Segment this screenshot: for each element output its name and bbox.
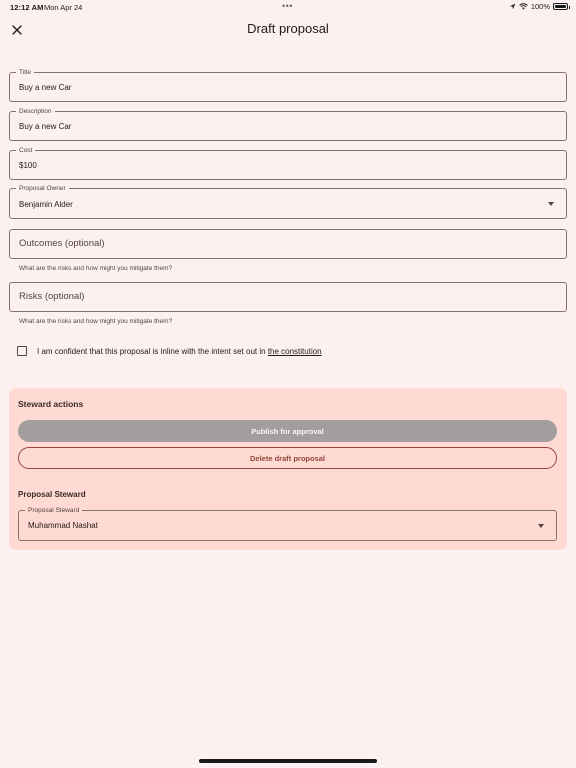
outcomes-placeholder: Outcomes (optional) — [19, 238, 105, 249]
publish-for-approval-button[interactable]: Publish for approval — [18, 420, 557, 442]
risks-helper-text: What are the risks and how might you mitigate them? — [19, 318, 173, 325]
description-field[interactable] — [9, 108, 567, 141]
cost-field-label: Cost — [16, 146, 35, 155]
status-date: Mon Apr 24 — [44, 3, 83, 12]
proposal-owner-label: Proposal Owner — [16, 184, 69, 193]
title-field-label: Title — [16, 68, 34, 77]
status-right — [509, 2, 568, 11]
home-indicator[interactable] — [199, 759, 377, 763]
multitasking-dots[interactable]: ••• — [282, 1, 293, 11]
confirmation-row — [17, 346, 322, 356]
battery-icon — [553, 3, 568, 10]
confirmation-checkbox[interactable] — [17, 346, 27, 356]
title-field-value: Buy a new Car — [19, 83, 72, 92]
wifi-icon — [519, 3, 528, 10]
proposal-steward-dropdown[interactable] — [18, 507, 557, 541]
risks-placeholder: Risks (optional) — [19, 291, 85, 302]
outcomes-field[interactable] — [9, 229, 567, 259]
dropdown-arrow-icon — [548, 202, 554, 206]
description-field-value: Buy a new Car — [19, 122, 72, 131]
outcomes-helper-text: What are the risks and how might you mitigate them? — [19, 265, 173, 272]
cost-field[interactable] — [9, 147, 567, 180]
proposal-owner-dropdown[interactable] — [9, 185, 567, 219]
status-bar — [0, 0, 576, 16]
constitution-link[interactable]: the constitution — [267, 346, 322, 356]
title-field[interactable] — [9, 69, 567, 102]
description-field-label: Description — [16, 107, 55, 116]
app-bar — [0, 16, 576, 44]
location-icon — [509, 3, 516, 10]
proposal-steward-value: Muhammad Nashat — [28, 521, 98, 530]
delete-draft-button[interactable]: Delete draft proposal — [18, 447, 557, 469]
steward-actions-card — [9, 388, 567, 550]
dropdown-arrow-icon — [538, 524, 544, 528]
battery-percent: 100% — [530, 2, 550, 11]
proposal-steward-heading: Proposal Steward — [18, 490, 86, 499]
risks-field[interactable] — [9, 282, 567, 312]
proposal-steward-label: Proposal Steward — [25, 506, 82, 515]
cost-field-value: $100 — [19, 161, 37, 170]
confirmation-label: I am confident that this proposal is inline with the intent set out in — [37, 346, 266, 356]
status-time: 12:12 AM — [10, 3, 44, 12]
proposal-owner-value: Benjamin Alder — [19, 200, 73, 209]
confirmation-text — [37, 347, 322, 356]
steward-actions-title: Steward actions — [18, 399, 84, 409]
page-title: Draft proposal — [247, 21, 329, 36]
